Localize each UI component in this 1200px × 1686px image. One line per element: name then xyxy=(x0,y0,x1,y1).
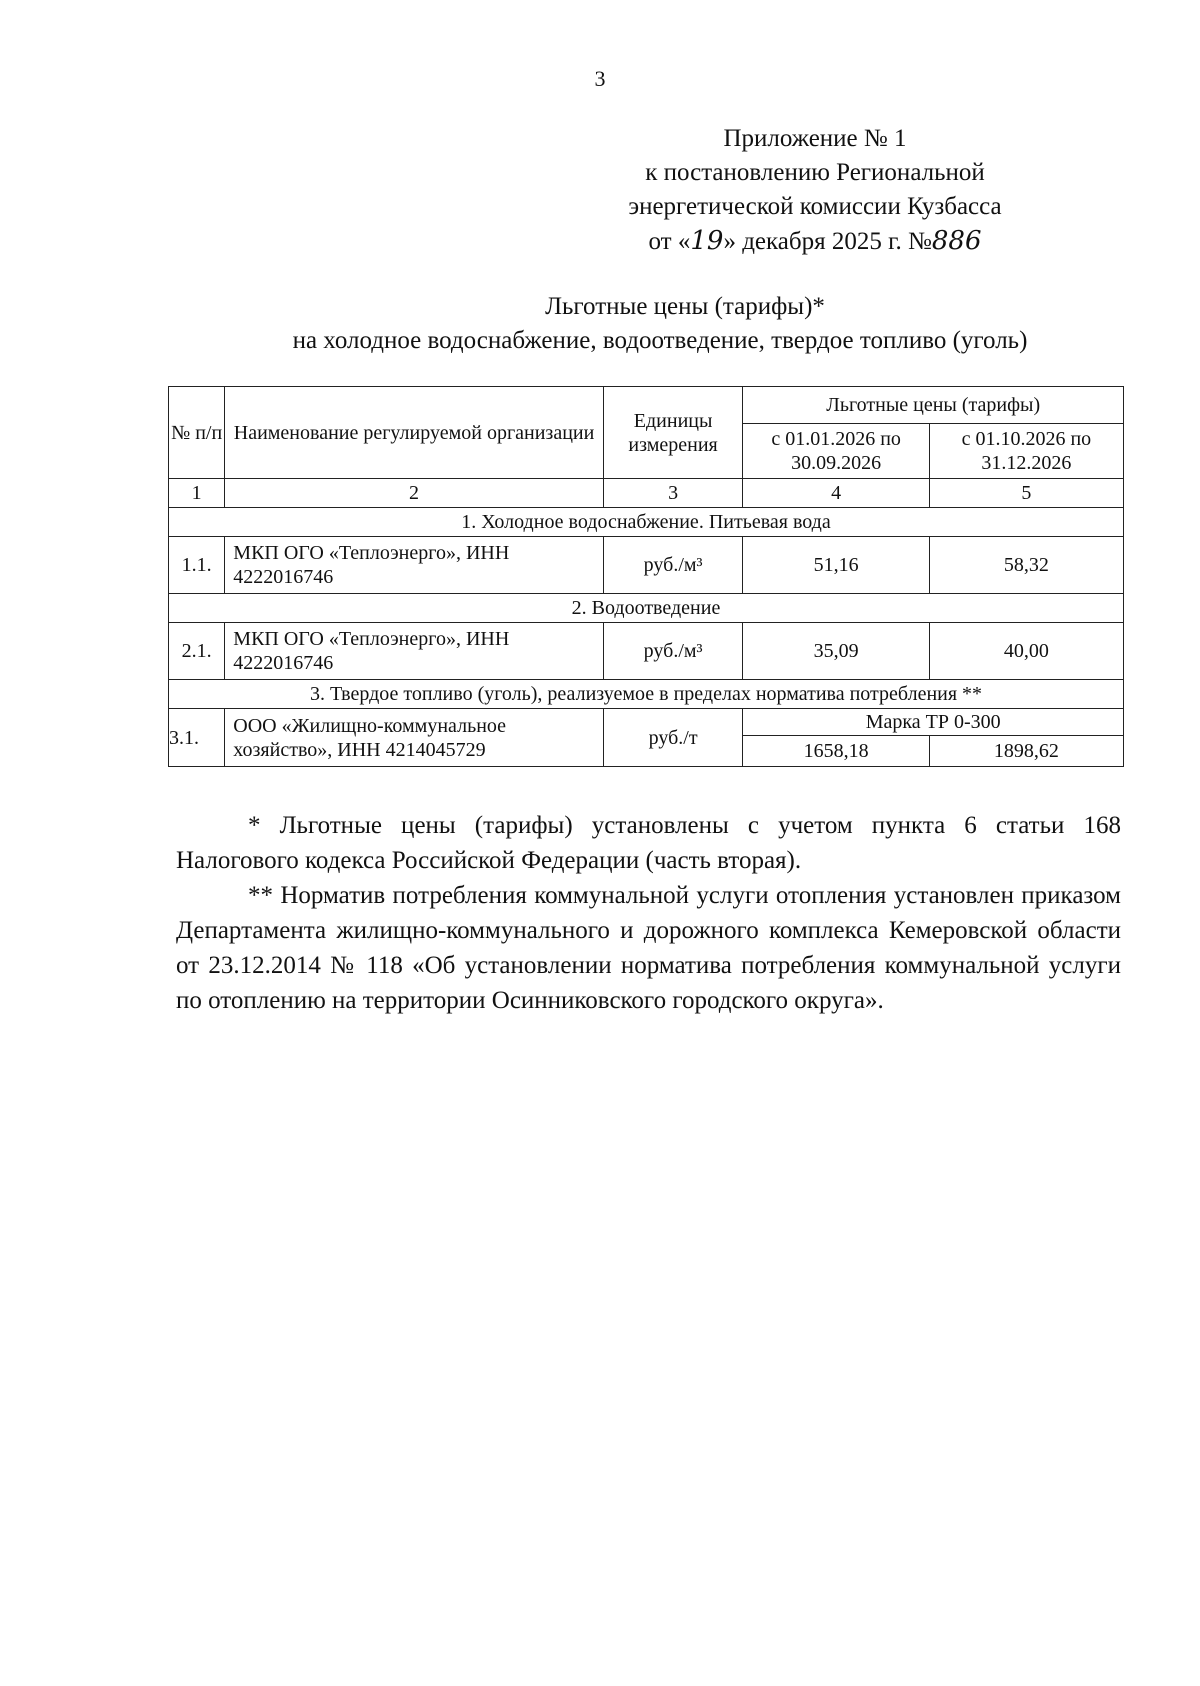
section-title: 2. Водоотведение xyxy=(169,594,1124,623)
price-period-1: 51,16 xyxy=(743,537,929,594)
col-index: 2 xyxy=(225,479,603,508)
date-prefix: от « xyxy=(648,228,691,255)
date-middle: » декабря 2025 г. № xyxy=(723,228,932,255)
unit: руб./т xyxy=(603,709,743,767)
handwritten-number: 886 xyxy=(931,226,982,256)
section-title: 3. Твердое топливо (уголь), реализуемое в пределах норматива потребления ** xyxy=(169,680,1124,709)
page-number: 3 xyxy=(594,66,606,91)
price-period-2: 40,00 xyxy=(929,623,1123,680)
appendix-header xyxy=(580,122,1050,259)
organization-name: МКП ОГО «Теплоэнерго», ИНН 4222016746 xyxy=(225,623,603,680)
header-period-2: с 01.10.2026 по 31.12.2026 xyxy=(929,424,1123,479)
price-period-1: 1658,18 xyxy=(743,736,929,767)
appendix-title: Приложение № 1 xyxy=(723,125,907,152)
appendix-date-line xyxy=(580,224,1050,259)
unit: руб./м³ xyxy=(603,537,743,594)
row-number: 3.1. xyxy=(169,709,225,767)
price-period-2: 1898,62 xyxy=(929,736,1123,767)
row-number: 1.1. xyxy=(169,537,225,594)
handwritten-day: 19 xyxy=(690,226,724,256)
organization-name: ООО «Жилищно-коммунальное хозяйство», ИНН 4214045729 xyxy=(225,709,603,767)
title-line-1: Льготные цены (тарифы)* xyxy=(545,293,825,320)
header-period-1: с 01.01.2026 по 30.09.2026 xyxy=(743,424,929,479)
header-unit: Единицы измерения xyxy=(603,387,743,479)
row-number: 2.1. xyxy=(169,623,225,680)
unit: руб./м³ xyxy=(603,623,743,680)
col-index: 4 xyxy=(743,479,929,508)
title-line-2: на холодное водоснабжение, водоотведение, твердое топливо (уголь) xyxy=(292,327,1028,354)
col-index: 1 xyxy=(169,479,225,508)
header-name: Наименование регулируемой организации xyxy=(225,387,603,479)
document-title xyxy=(0,290,1200,358)
section-title: 1. Холодное водоснабжение. Питьевая вода xyxy=(169,508,1124,537)
price-period-1: 35,09 xyxy=(743,623,929,680)
footnotes xyxy=(176,808,1121,1018)
organization-name: МКП ОГО «Теплоэнерго», ИНН 4222016746 xyxy=(225,537,603,594)
appendix-resolution: к постановлению Региональной xyxy=(645,159,985,186)
footnote-1: * Льготные цены (тарифы) установлены с учетом пункта 6 статьи 168 Налогового кодекса Российской Федерации (часть вторая). xyxy=(176,812,1121,874)
tariff-table xyxy=(168,386,1124,767)
col-index: 5 xyxy=(929,479,1123,508)
coal-grade: Марка ТР 0-300 xyxy=(743,709,1124,736)
col-index: 3 xyxy=(603,479,743,508)
appendix-commission: энергетической комиссии Кузбасса xyxy=(628,193,1002,220)
footnote-2: ** Норматив потребления коммунальной услуги отопления установлен приказом Департамента жилищно-коммунального и дорожного комплекса Кемеровской области от 23.12.2014 № 118 «Об установлении норматива потребления коммунальной услуги по отоплению на территории Осинниковского городского округа». xyxy=(176,882,1121,1014)
header-num: № п/п xyxy=(169,387,225,479)
header-prices: Льготные цены (тарифы) xyxy=(743,387,1124,424)
price-period-2: 58,32 xyxy=(929,537,1123,594)
